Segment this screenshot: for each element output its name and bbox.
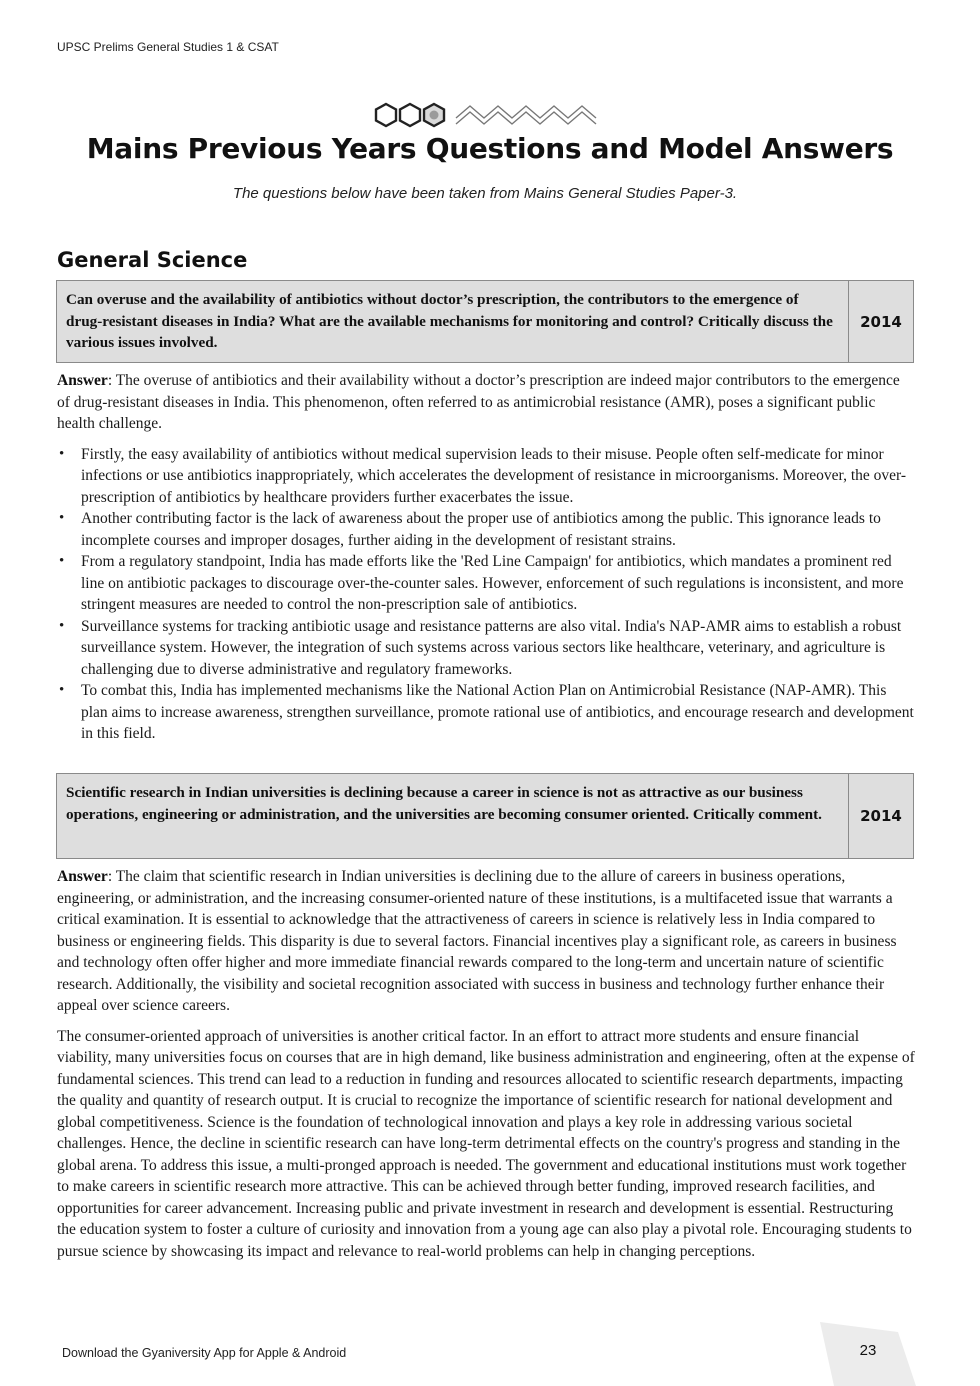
answer-label: Answer	[57, 868, 108, 885]
bullet-item: • Another contributing factor is the lack of awareness about the proper use of antibiotics among the public. This ignorance leads to incomplete courses and improper dosages, further aiding in the development of resistant strains.	[57, 508, 915, 551]
answer-intro	[57, 370, 915, 435]
bullet-item: • To combat this, India has implemented mechanisms like the National Action Plan on Antimicrobial Resistance (NAP-AMR). This plan aims to increase awareness, strengthen surveillance, promote rational use of antibiotics, and encourage research and development in this field.	[57, 680, 915, 745]
answer-block-1	[57, 370, 915, 745]
answer-intro-text: : The claim that scientific research in Indian universities is declining due to the allure of careers in business operations, engineering, or administration, and the increasing consumer-oriented nature of these institutions, is a multifaceted issue that warrants a critical examination. It is essential to acknowledge that the attractiveness of careers in science is relatively less in India compared to business or engineering fields. This disparity is due to several factors. Financial incentives play a significant role, as careers in business and technology often offer higher and more immediate financial rewards compared to the long-term and uncertain nature of scientific research. Additionally, the visibility and societal recognition associated with success in business and technology further enhance their appeal over science careers.	[57, 868, 897, 1014]
page-title: Mains Previous Years Questions and Model Answers	[86, 132, 894, 165]
question-text: Scientific research in Indian universities is declining because a career in science is not as attractive as our business operations, engineering or administration, and the universities are becoming consumer oriented. Critically comment.	[57, 774, 849, 858]
answer-paragraph: The consumer-oriented approach of universities is another critical factor. In an effort to attract more students and ensure financial viability, many universities focus on courses that are in high demand, like business administration and engineering, often at the expense of fundamental sciences. This trend can lead to a reduction in funding and resources allocated to scientific research departments, impacting the quality and quantity of research output. It is crucial to recognize the importance of scientific research for national development and global competitiveness. Science is the foundation of technological innovation and plays a key role in addressing various societal challenges. Hence, the decline in scientific research can have long-term detrimental effects on the country's progress and standing in the global arena. To address this issue, a multi-pronged approach is needed. The government and educational institutions must work together to make careers in scientific research more attractive. This can be achieved through better funding, improved research facilities, and opportunities for career advancement. Increasing public and private investment in research and development is essential. Restructuring the education system to foster a culture of curiosity and innovation from a young age can also play a pivotal role. Encouraging students to pursue science by showcasing its impact and relevance to real-world problems can help in changing perceptions.	[57, 1027, 915, 1260]
answer-block-2	[57, 866, 915, 1271]
question-box-2	[56, 773, 914, 859]
page-number: 23	[859, 1342, 877, 1359]
question-text: Can overuse and the availability of antibiotics without doctor’s prescription, the contributors to the emergence of drug-resistant diseases in India? What are the available mechanisms for monitoring and control? Critically discuss the various issues involved.	[57, 281, 849, 362]
answer-label: Answer	[57, 372, 108, 389]
bullet-item: • Surveillance systems for tracking antibiotic usage and resistance patterns are also vital. India's NAP-AMR aims to establish a robust surveillance system. However, the integration of such systems across various sectors like healthcare, veterinary, and agriculture is challenging due to diverse administrative and regulatory frameworks.	[57, 616, 915, 681]
running-header: UPSC Prelims General Studies 1 & CSAT	[57, 40, 279, 54]
question-year: 2014	[860, 807, 902, 825]
bullet-item: • From a regulatory standpoint, India has made efforts like the 'Red Line Campaign' for antibiotics, which mandates a prominent red line on antibiotic packages to discourage over-the-counter sales. However, enforcement of such regulations is inconsistent, and more stringent measures are needed to control the non-prescription sale of antibiotics.	[57, 551, 915, 616]
question-year: 2014	[860, 312, 902, 331]
hexagon-zigzag-ornament-icon	[372, 100, 598, 130]
question-box-1	[56, 280, 914, 363]
section-heading: General Science	[57, 248, 248, 272]
answer-intro	[57, 866, 915, 1017]
page-subtitle: The questions below have been taken from Mains General Studies Paper-3.	[232, 185, 738, 202]
footer-text: Download the Gyaniversity App for Apple & Android	[62, 1346, 347, 1360]
bullet-item: • Firstly, the easy availability of antibiotics without medical supervision leads to their misuse. People often self-medicate for minor infections or use antibiotics inappropriately, which accelerates the development of resistance in microorganisms. Moreover, the over-prescription of antibiotics by healthcare providers further exacerbates the issue.	[57, 444, 915, 509]
answer-intro-text: : The overuse of antibiotics and their availability without a doctor’s prescription are indeed major contributors to the emergence of drug-resistant diseases in India. This phenomenon, often referred to as antimicrobial resistance (AMR), poses a significant public health challenge.	[57, 372, 900, 432]
answer-bullet-list	[57, 444, 915, 745]
